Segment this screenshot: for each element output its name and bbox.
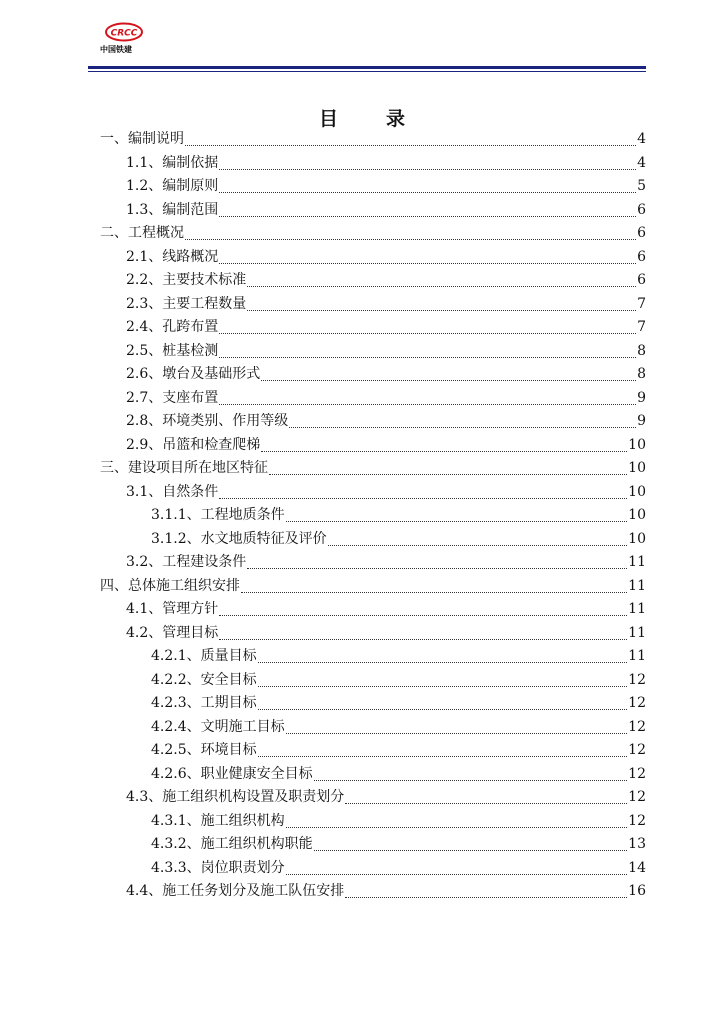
toc-leader-dots: [219, 615, 627, 616]
toc-entry-label: 4.3、施工组织机构设置及职责划分: [126, 789, 345, 805]
toc-entry[interactable]: [100, 528, 646, 552]
toc-entry-label: 4.4、施工任务划分及施工队伍安排: [126, 883, 345, 899]
toc-entry-label: 2.3、主要工程数量: [126, 295, 247, 312]
toc-leader-dots: [241, 592, 627, 593]
toc-entry-label: 4.1、管理方针: [126, 601, 219, 617]
toc-entry-page-number: 16: [628, 883, 646, 899]
toc-entry-label: 四、总体施工组织安排: [100, 577, 240, 594]
toc-entry[interactable]: [100, 199, 646, 223]
toc-title-char-1: 目: [318, 108, 338, 130]
toc-entry-page-number: 8: [637, 366, 646, 382]
toc-leader-dots: [261, 380, 636, 381]
toc-entry-page-number: 7: [637, 319, 646, 335]
toc-leader-dots: [247, 286, 636, 287]
toc-entry-label: 2.6、墩台及基础形式: [126, 366, 261, 382]
toc-entry-label: 2.5、桩基检测: [126, 342, 219, 359]
toc-entry-page-number: 9: [637, 389, 646, 406]
toc-entry-label: 1.1、编制依据: [126, 154, 219, 171]
toc-entry[interactable]: [100, 293, 646, 317]
toc-entry[interactable]: [100, 880, 646, 904]
toc-entry[interactable]: [100, 786, 646, 810]
toc-entry-label: 3.1.2、水文地质特征及评价: [151, 530, 327, 547]
toc-entry-page-number: 8: [637, 342, 646, 359]
toc-entry-page-number: 4: [637, 131, 646, 147]
toc-leader-dots: [247, 568, 627, 569]
toc-entry-label: 2.4、孔跨布置: [126, 319, 219, 335]
toc-leader-dots: [286, 521, 628, 522]
logo-text: 中国铁建: [100, 45, 132, 54]
toc-leader-dots: [219, 357, 636, 358]
toc-entry-label: 1.2、编制原则: [126, 178, 219, 194]
toc-leader-dots: [219, 404, 636, 405]
toc-entry[interactable]: [100, 622, 646, 646]
crcc-logo-icon: [104, 22, 144, 42]
toc-leader-dots: [289, 427, 636, 428]
toc-entry[interactable]: [100, 833, 646, 857]
toc-entry[interactable]: [100, 669, 646, 693]
toc-entry[interactable]: [100, 645, 646, 669]
toc-entry[interactable]: [100, 222, 646, 246]
toc-entry-page-number: 4: [637, 154, 646, 171]
toc-entry-label: 2.1、线路概况: [126, 248, 219, 265]
toc-entry[interactable]: [100, 575, 646, 599]
toc-entry[interactable]: [100, 316, 646, 340]
toc-entry-label: 4.2.1、质量目标: [151, 648, 257, 664]
toc-entry[interactable]: [100, 481, 646, 505]
toc-entry[interactable]: [100, 340, 646, 364]
toc-entry[interactable]: [100, 857, 646, 881]
toc-leader-dots: [219, 169, 636, 170]
toc-entry[interactable]: [100, 810, 646, 834]
toc-entry[interactable]: [100, 434, 646, 458]
toc-leader-dots: [219, 263, 636, 264]
toc-entry-label: 4.3.2、施工组织机构职能: [151, 836, 313, 852]
toc-entry-page-number: 9: [637, 413, 646, 429]
toc-entry[interactable]: [100, 457, 646, 481]
toc-entry[interactable]: [100, 152, 646, 176]
toc-entry-page-number: 12: [628, 789, 646, 805]
toc-entry-page-number: 7: [637, 295, 646, 312]
toc-title: [0, 104, 724, 131]
toc-leader-dots: [314, 850, 628, 851]
header-rule-thin: [88, 71, 646, 72]
toc-entry-page-number: 12: [628, 765, 646, 782]
toc-entry[interactable]: [100, 410, 646, 434]
toc-entry-page-number: 12: [628, 695, 646, 711]
table-of-contents: [100, 128, 646, 904]
toc-leader-dots: [219, 639, 627, 640]
toc-leader-dots: [247, 310, 636, 311]
toc-leader-dots: [185, 145, 636, 146]
toc-leader-dots: [219, 333, 636, 334]
toc-leader-dots: [328, 545, 628, 546]
toc-entry-page-number: 10: [628, 507, 646, 523]
toc-entry-page-number: 12: [628, 718, 646, 735]
toc-entry[interactable]: [100, 598, 646, 622]
toc-leader-dots: [258, 662, 628, 663]
toc-entry-label: 2.9、吊篮和检查爬梯: [126, 436, 261, 453]
header-rule-thick: [88, 66, 646, 69]
toc-entry-label: 2.7、支座布置: [126, 389, 219, 406]
toc-entry[interactable]: [100, 387, 646, 411]
toc-entry-label: 3.1.1、工程地质条件: [151, 507, 285, 523]
toc-entry-label: 三、建设项目所在地区特征: [100, 460, 268, 476]
toc-entry-label: 3.1、自然条件: [126, 483, 219, 500]
toc-entry[interactable]: [100, 246, 646, 270]
toc-entry-label: 4.3.3、岗位职责划分: [151, 859, 285, 876]
toc-leader-dots: [258, 686, 628, 687]
toc-entry[interactable]: [100, 269, 646, 293]
toc-entry-page-number: 14: [628, 859, 646, 876]
toc-leader-dots: [219, 216, 636, 217]
toc-entry[interactable]: [100, 363, 646, 387]
toc-entry[interactable]: [100, 739, 646, 763]
toc-entry[interactable]: [100, 716, 646, 740]
toc-entry-label: 4.2.2、安全目标: [151, 671, 257, 688]
toc-entry-label: 一、编制说明: [100, 131, 184, 147]
toc-leader-dots: [185, 239, 636, 240]
toc-leader-dots: [258, 756, 628, 757]
toc-entry-page-number: 6: [637, 248, 646, 265]
toc-leader-dots: [345, 803, 627, 804]
toc-leader-dots: [286, 733, 628, 734]
company-logo: [100, 22, 152, 58]
toc-entry-label: 4.2.6、职业健康安全目标: [151, 765, 313, 782]
toc-entry-label: 2.2、主要技术标准: [126, 272, 247, 288]
toc-leader-dots: [286, 874, 628, 875]
toc-leader-dots: [258, 709, 628, 710]
toc-entry-page-number: 11: [628, 648, 646, 664]
toc-entry[interactable]: [100, 128, 646, 152]
toc-entry-page-number: 12: [628, 742, 646, 758]
toc-entry-label: 3.2、工程建设条件: [126, 554, 247, 570]
toc-entry-page-number: 11: [628, 601, 646, 617]
toc-entry-page-number: 12: [628, 671, 646, 688]
toc-entry-label: 二、工程概况: [100, 225, 184, 241]
toc-entry-label: 4.2.3、工期目标: [151, 695, 257, 711]
page-header: [0, 0, 724, 80]
toc-entry-page-number: 11: [628, 577, 646, 594]
toc-entry[interactable]: [100, 551, 646, 575]
toc-leader-dots: [219, 192, 636, 193]
toc-leader-dots: [269, 474, 627, 475]
toc-entry-page-number: 6: [637, 201, 646, 218]
toc-entry-page-number: 5: [637, 178, 646, 194]
toc-entry[interactable]: [100, 175, 646, 199]
toc-leader-dots: [219, 498, 627, 499]
toc-title-char-2: 录: [386, 108, 406, 130]
toc-entry-label: 4.2.5、环境目标: [151, 742, 257, 758]
toc-leader-dots: [345, 897, 627, 898]
toc-entry-label: 1.3、编制范围: [126, 201, 219, 218]
toc-entry-page-number: 6: [637, 272, 646, 288]
toc-entry[interactable]: [100, 504, 646, 528]
toc-entry-label: 4.2、管理目标: [126, 624, 219, 641]
toc-entry[interactable]: [100, 692, 646, 716]
toc-entry-label: 4.3.1、施工组织机构: [151, 812, 285, 829]
toc-entry-label: 2.8、环境类别、作用等级: [126, 413, 289, 429]
toc-entry-page-number: 6: [637, 225, 646, 241]
toc-entry[interactable]: [100, 763, 646, 787]
toc-leader-dots: [261, 451, 627, 452]
toc-entry-page-number: 13: [628, 836, 646, 852]
toc-entry-page-number: 10: [628, 483, 646, 500]
toc-entry-page-number: 12: [628, 812, 646, 829]
toc-entry-page-number: 10: [628, 460, 646, 476]
toc-entry-page-number: 10: [628, 436, 646, 453]
toc-leader-dots: [314, 780, 628, 781]
svg-text:CRCC: CRCC: [110, 28, 138, 39]
toc-leader-dots: [286, 827, 628, 828]
toc-entry-label: 4.2.4、文明施工目标: [151, 718, 285, 735]
toc-entry-page-number: 11: [628, 554, 646, 570]
toc-entry-page-number: 10: [628, 530, 646, 547]
toc-entry-page-number: 11: [628, 624, 646, 641]
